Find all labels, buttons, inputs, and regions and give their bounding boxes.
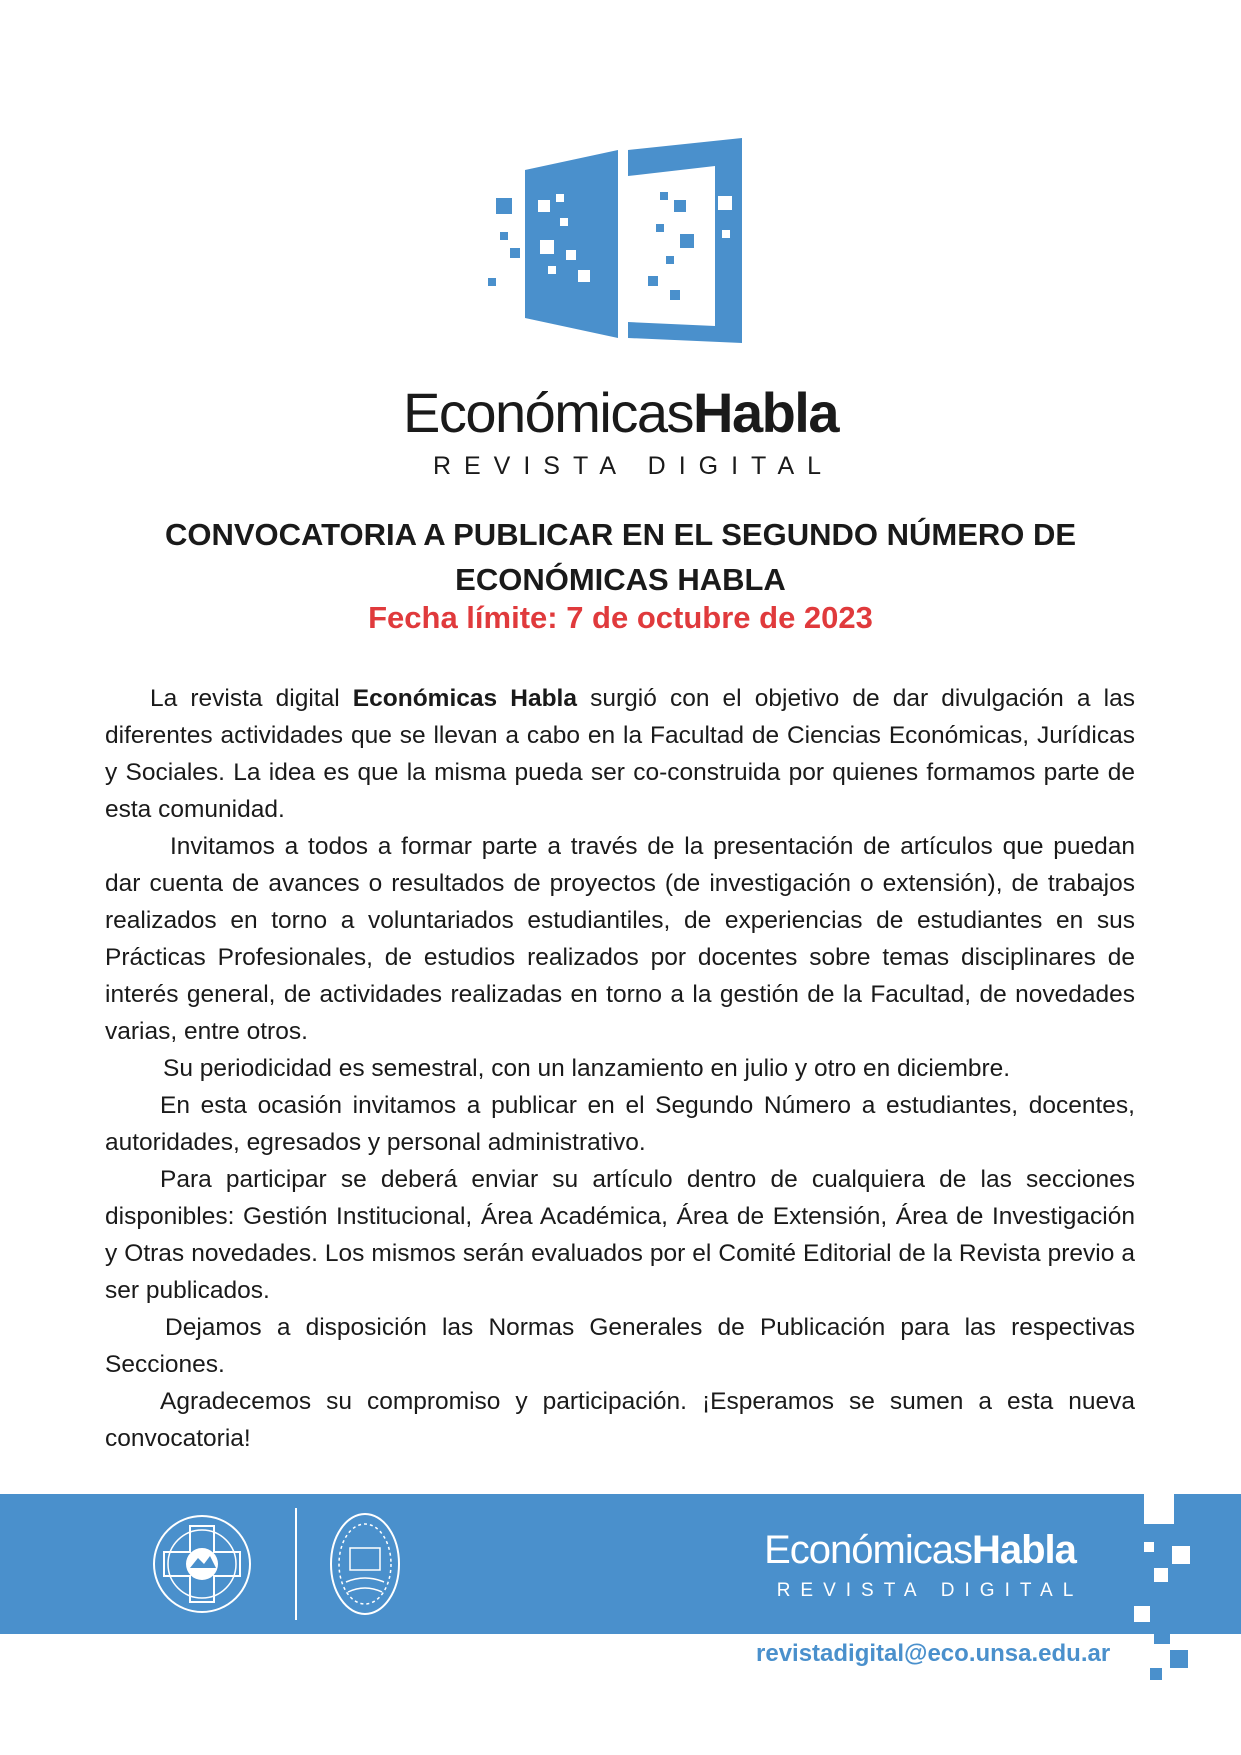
brand-name-light: Económicas	[402, 381, 694, 444]
faculty-seal-icon	[150, 1512, 254, 1616]
paragraph-7: Agradecemos su compromiso y participación. ¡Esperamos se sumen a esta nueva convocatoria!	[105, 1388, 1135, 1452]
footer-brand-bold: Habla	[971, 1528, 1076, 1572]
contact-email-link[interactable]: revistadigital@eco.unsa.edu.ar	[756, 1640, 1111, 1667]
university-seal-icon	[328, 1512, 402, 1616]
paragraph-1: La revista digital Económicas Habla surgió con el objetivo de dar divulgación a las diferentes actividades que se llevan a cabo en la Facultad de Ciencias Económicas, Jurídicas y Sociales. La idea es que la misma pueda ser co-construida por quienes formamos parte de esta comunidad.	[105, 685, 1135, 823]
paragraph-5: Para participar se deberá enviar su artículo dentro de cualquiera de las secciones disponibles: Gestión Institucional, Área Académica, Área de Extensión, Área de Investigación y Otras novedades. Los mismos serán evaluados por el Comité Editorial de la Revista previo a ser publicados.	[105, 1166, 1135, 1304]
brand-subtitle: REVISTA DIGITAL	[432, 452, 835, 480]
deadline: Fecha límite: 7 de octubre de 2023	[368, 600, 873, 635]
pixel-squares-decoration-icon	[1128, 1490, 1228, 1685]
body-text	[105, 680, 1135, 1457]
footer-divider	[295, 1508, 297, 1620]
brand-name	[0, 380, 1241, 445]
footer-brand-subtitle: REVISTA DIGITAL	[776, 1580, 1084, 1601]
call-title	[100, 512, 1141, 602]
paragraph-6: Dejamos a disposición las Normas Generales de Publicación para las respectivas Secciones.	[105, 1314, 1135, 1378]
journal-name: Económicas Habla	[352, 685, 577, 712]
paragraph-4: En esta ocasión invitamos a publicar en el Segundo Número a estudiantes, docentes, autoridades, egresados y personal administrativo.	[105, 1092, 1135, 1156]
paragraph-3: Su periodicidad es semestral, con un lanzamiento en julio y otro en diciembre.	[163, 1055, 1011, 1082]
brand-name-bold: Habla	[693, 381, 839, 444]
paragraph-2: Invitamos a todos a formar parte a través de la presentación de artículos que puedan dar cuenta de avances o resultados de proyectos (de investigación o extensión), de trabajos realizados en torno a voluntariados estudiantiles, de experiencias de estudiantes en sus Prácticas Profesionales, de estudios realizados por docentes sobre temas disciplinares de interés general, de actividades realizadas en torno a la gestión de la Facultad, de novedades varias, entre otros.	[105, 833, 1135, 1045]
footer-brand-light: Económicas	[764, 1528, 972, 1572]
call-title-line-1: CONVOCATORIA A PUBLICAR EN EL SEGUNDO NÚMERO DE	[164, 517, 1077, 552]
open-book-logo-icon	[470, 138, 760, 353]
footer-brand-name	[700, 1528, 1140, 1573]
call-title-line-2: ECONÓMICAS HABLA	[455, 562, 786, 597]
